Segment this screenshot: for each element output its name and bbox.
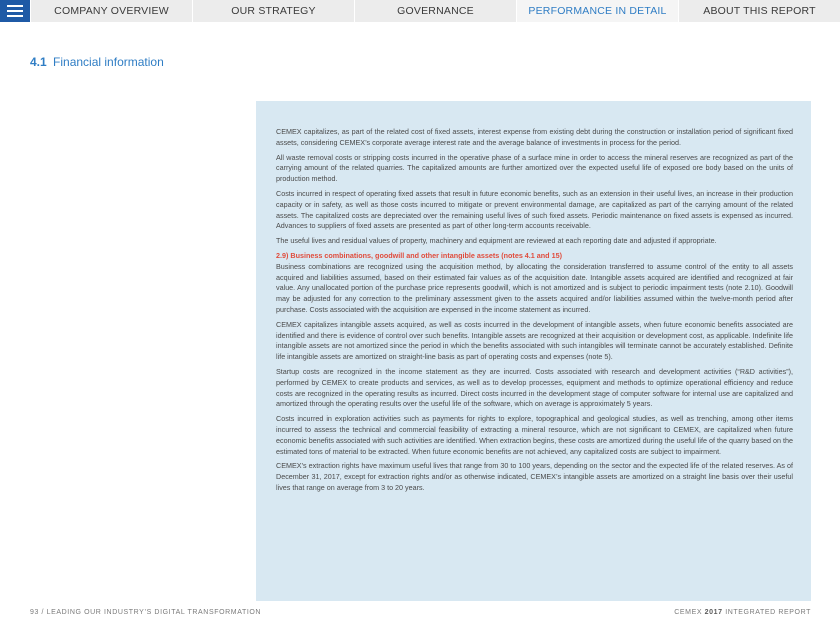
paragraph: CEMEX’s extraction rights have maximum useful lives that range from 30 to 100 years, depending on the sector and the expected life of the related reserves. As of December 31, 2017, except for extraction rights and/or as otherwise indicated, CEMEX’s intangible assets are amortized on a straight line basis over their useful lives that range on average from 3 to 20 years. [276, 461, 793, 492]
footer-year: 2017 [704, 609, 723, 616]
tab-company-overview[interactable]: COMPANY OVERVIEW [30, 0, 192, 22]
footer-brand: CEMEX [674, 609, 703, 616]
paragraph: CEMEX capitalizes intangible assets acquired, as well as costs incurred in the development of intangible assets, when future economic benefits associated are identified and there is evidence of control over such benefits. Intangible assets are recognized at their acquisition or development cost, as applicable. Indefinite life intangible assets are not amortized since the period in which the benefits associated with such intangibles will terminate cannot be accurately established. Definite life intangible assets are amortized on straight-line basis as part of operating costs and expenses (note 5). [276, 319, 793, 362]
tab-performance-in-detail[interactable]: PERFORMANCE IN DETAIL [516, 0, 678, 22]
paragraph: All waste removal costs or stripping costs incurred in the operative phase of a surface mine in order to access the mineral reserves are recognized as part of the carrying amount of the related quarries. The capitalized amounts are further amortized over the expected useful life of exposed ore body based on the units of production method. [276, 152, 793, 184]
hamburger-icon[interactable] [0, 0, 30, 22]
paragraph: CEMEX capitalizes, as part of the related cost of fixed assets, interest expense from existing debt during the construction or installation period of significant fixed assets, considering CEMEX’s corporate average interest rate and the average balance of investments in process for the period. [276, 127, 793, 147]
paragraph: Costs incurred in respect of operating fixed assets that result in future economic benefits, such as an extension in their useful lives, an increase in their production capacity or in safety, as well as those costs incurred to mitigate or prevent environmental damage, are capitalized as part of the carrying amount of the related assets. The capitalized costs are depreciated over the remaining useful lives of such fixed assets. Periodic maintenance on fixed assets is expensed as incurred. Advances to suppliers of fixed assets are presented as part of other long-term accounts receivable. [276, 188, 793, 231]
tab-governance[interactable]: GOVERNANCE [354, 0, 516, 22]
section-number: 4.1 [30, 55, 47, 69]
tab-about-this-report[interactable]: ABOUT THIS REPORT [678, 0, 840, 22]
section-title [30, 55, 164, 69]
paragraph: The useful lives and residual values of property, machinery and equipment are reviewed at each reporting date and adjusted if appropriate. [276, 236, 717, 246]
section-title-text: Financial information [53, 55, 164, 69]
tab-our-strategy[interactable]: OUR STRATEGY [192, 0, 354, 22]
footer-report-title [674, 609, 811, 616]
subsection-heading: 2.9) Business combinations, goodwill and other intangible assets (notes 4.1 and 15) [276, 250, 562, 260]
paragraph: Costs incurred in exploration activities such as payments for rights to explore, topographical and geological studies, as well as trenching, among other items incurred to assess the technical and commercial feasibility of extracting a mineral resource, which are not significant to CEMEX, are capitalized when future economic benefits associated with such activities are identified. When extraction begins, these costs are amortized during the useful life of the quarry based on the estimated tons of material to be extracted. When future economic benefits are not achieved, any capitalized costs are subject to impairment. [276, 414, 793, 456]
content-panel [256, 101, 811, 601]
footer-page-label: 93 / LEADING OUR INDUSTRY’S DIGITAL TRANSFORMATION [30, 609, 262, 616]
top-navigation [0, 0, 840, 22]
footer-report-name: INTEGRATED REPORT [725, 609, 811, 616]
paragraph: Business combinations are recognized using the acquisition method, by allocating the consideration transferred to assume control of the entity to all assets acquired and liabilities assumed, based on their estimated fair values as of the acquisition date. Intangible assets acquired are identified and recognized at fair value. Any unallocated portion of the purchase price represents goodwill, which is not amortized and is subject to periodic impairment tests (note 2.10). Goodwill may be adjusted for any correction to the preliminary assessment given to the assets acquired and/or liabilities assumed within the twelve-month period after purchase. Costs associated with the acquisition are expensed in the income statement as incurred. [276, 261, 793, 314]
paragraph: Startup costs are recognized in the income statement as they are incurred. Costs associated with research and development activities (“R&D activities”), performed by CEMEX to create products and services, as well as to develop processes, equipment and methods to optimize operational efficiency and reduce costs are recognized in the operating results as incurred. Direct costs incurred in the development stage of computer software for internal use are capitalized and amortized through the operating results over the useful life of the software, which on average is approximately 5 years. [276, 366, 793, 409]
